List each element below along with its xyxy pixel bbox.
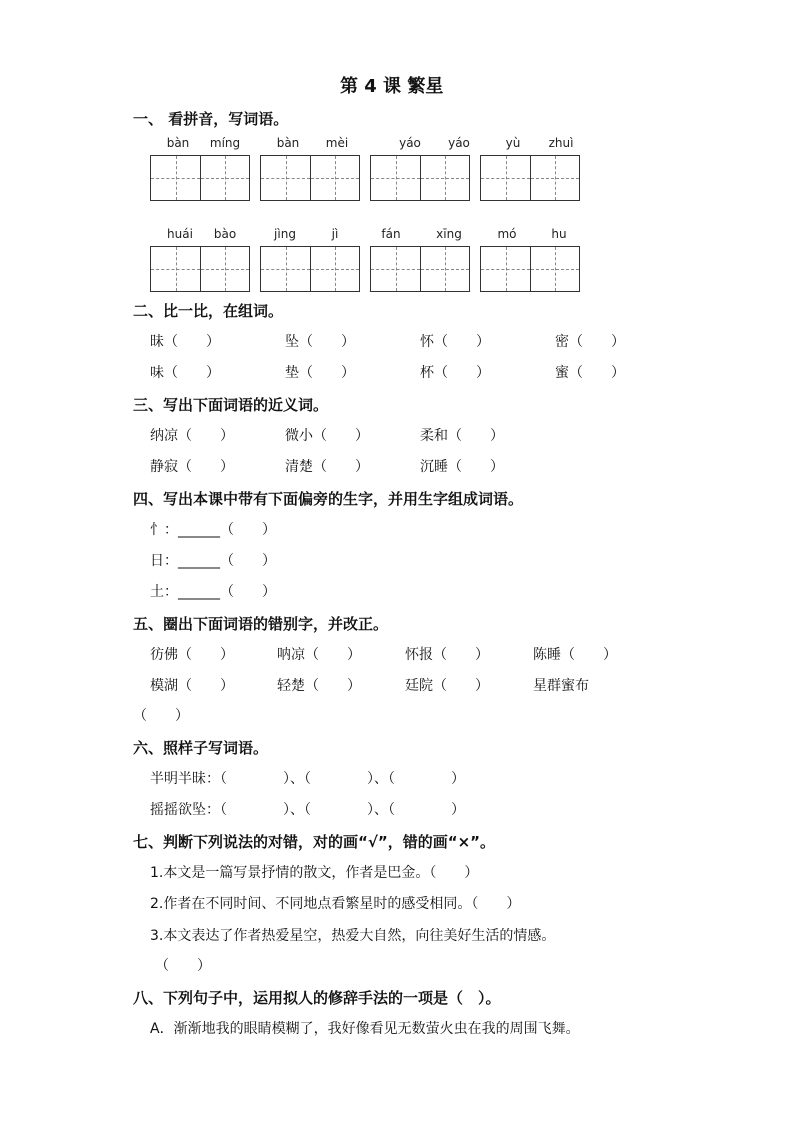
pinyin-pair[interactable] [370,136,470,202]
radical-item[interactable]: 日：______（ ） [150,553,276,569]
compare-item[interactable]: 坠（ ） [285,334,355,350]
pattern-item[interactable]: 半明半昧：（ ）、（ ）、（ ） [150,771,465,787]
judge-answer-blank[interactable]: （ ） [155,958,211,974]
pinyin-text: mó [497,227,517,241]
pinyin-pair[interactable] [480,136,580,202]
section-5-heading: 五、圈出下面词语的错别字，并改正。 [133,615,389,633]
pinyin-text: míng [209,136,241,150]
pattern-item[interactable]: 摇摇欲坠：（ ）、（ ）、（ ） [150,802,465,818]
pinyin-text: mèi [325,136,349,150]
radical-item[interactable]: 土：______（ ） [150,584,276,600]
synonym-item[interactable]: 沉睡（ ） [420,459,504,475]
writing-grid[interactable] [260,246,360,292]
writing-grid[interactable] [480,246,580,292]
pinyin-pair[interactable] [260,136,360,202]
writing-grid[interactable] [260,155,360,201]
page-title: 第 4 课 繁星 [340,76,444,97]
compare-item[interactable]: 杯（ ） [420,365,490,381]
synonym-item[interactable]: 静寂（ ） [150,459,234,475]
writing-grid[interactable] [150,155,250,201]
pinyin-text: jìng [274,227,296,241]
pinyin-text: jì [331,227,339,241]
typo-item[interactable]: 陈睡（ ） [533,647,617,663]
judge-item[interactable]: 2.作者在不同时间、不同地点看繁星时的感受相同。（ ） [150,896,521,912]
radical-item[interactable]: 忄：______（ ） [150,522,276,538]
pinyin-text: bàn [166,136,190,150]
pinyin-text: bàn [276,136,300,150]
judge-item: 3.本文表达了作者热爱星空，热爱大自然，向往美好生活的情感。 [150,928,556,944]
pinyin-text: zhuì [548,136,574,150]
section-8-heading: 八、下列句子中，运用拟人的修辞手法的一项是（ ）。 [133,989,501,1007]
pinyin-pair[interactable] [480,227,580,293]
pinyin-text: hu [551,227,567,241]
compare-item[interactable]: 昧（ ） [150,334,220,350]
compare-item[interactable]: 密（ ） [555,334,625,350]
compare-item[interactable]: 味（ ） [150,365,220,381]
writing-grid[interactable] [480,155,580,201]
typo-item[interactable]: 呐凉（ ） [277,647,361,663]
compare-item[interactable]: 蜜（ ） [555,365,625,381]
section-7-heading: 七、判断下列说法的对错，对的画“√”，错的画“×”。 [133,833,496,851]
pinyin-pair[interactable] [150,136,250,202]
typo-item[interactable]: 怀报（ ） [405,647,489,663]
pinyin-text: yáo [399,136,421,150]
section-1-heading: 一、 看拼音，写词语。 [133,110,289,128]
synonym-item[interactable]: 柔和（ ） [420,428,504,444]
typo-item[interactable]: 模湖（ ） [150,678,234,694]
synonym-item[interactable]: 清楚（ ） [285,459,369,475]
typo-answer-blank[interactable]: （ ） [133,708,189,724]
section-2-heading: 二、比一比，在组词。 [133,302,284,320]
writing-grid[interactable] [370,246,470,292]
writing-grid[interactable] [150,246,250,292]
typo-item[interactable]: 轻楚（ ） [277,678,361,694]
typo-item[interactable]: 廷院（ ） [405,678,489,694]
synonym-item[interactable]: 纳凉（ ） [150,428,234,444]
pinyin-pair[interactable] [150,227,250,293]
compare-item[interactable]: 怀（ ） [420,334,490,350]
pinyin-pair[interactable] [260,227,360,293]
compare-item[interactable]: 垫（ ） [285,365,355,381]
synonym-item[interactable]: 微小（ ） [285,428,369,444]
pinyin-text: yù [505,136,521,150]
section-6-heading: 六、照样子写词语。 [133,739,269,757]
section-3-heading: 三、写出下面词语的近义词。 [133,396,329,414]
pinyin-text: yáo [448,136,470,150]
typo-item[interactable]: 星群蜜布 [533,678,589,694]
pinyin-text: bào [213,227,237,241]
pinyin-pair[interactable] [370,227,470,293]
writing-grid[interactable] [370,155,470,201]
pinyin-text: fán [381,227,401,241]
typo-item[interactable]: 彷佛（ ） [150,647,234,663]
section-4-heading: 四、写出本课中带有下面偏旁的生字，并用生字组成词语。 [133,490,524,508]
pinyin-text: huái [167,227,193,241]
option-a[interactable]: A．渐渐地我的眼睛模糊了，我好像看见无数萤火虫在我的周围飞舞。 [150,1021,580,1037]
pinyin-text: xīng [436,227,462,241]
judge-item[interactable]: 1.本文是一篇写景抒情的散文，作者是巴金。（ ） [150,865,479,881]
